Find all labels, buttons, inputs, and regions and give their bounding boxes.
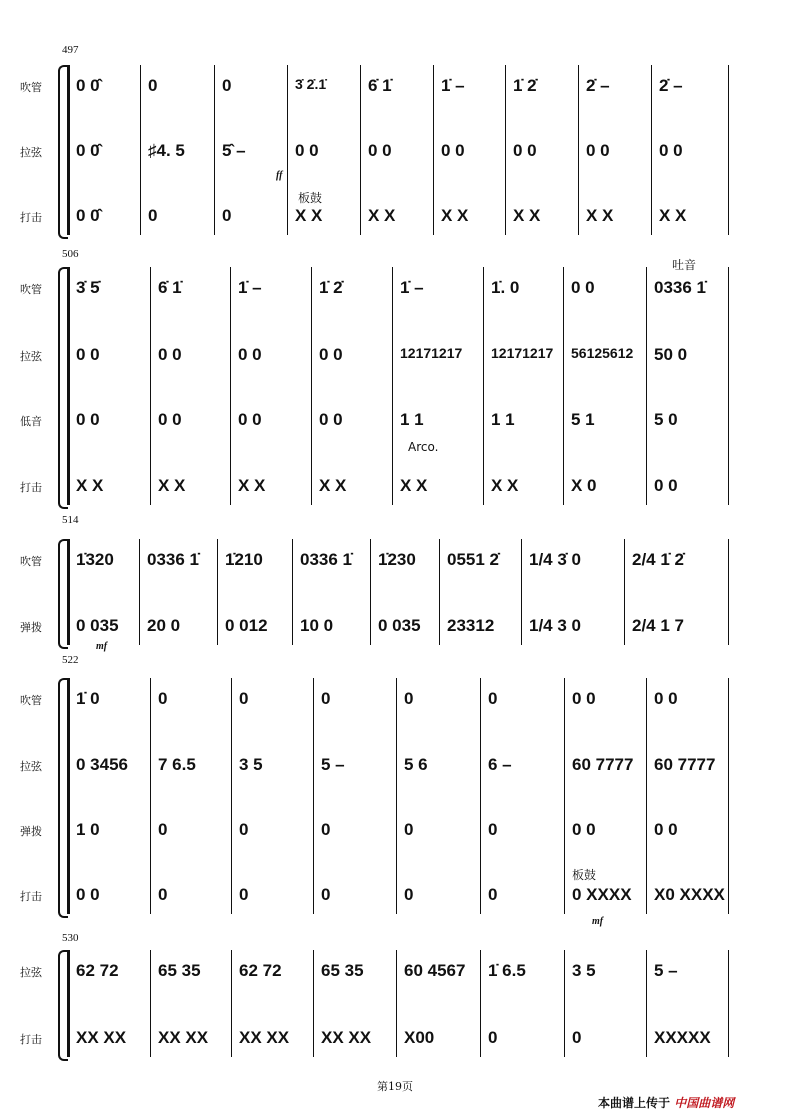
measure-notes: 5̂ – (222, 141, 246, 160)
measure-notes: 0 0 (158, 345, 182, 364)
measure-notes: 0 (488, 820, 498, 839)
barline (292, 539, 293, 645)
measure-number: 514 (62, 514, 79, 526)
barline (480, 678, 481, 914)
score-annotation: 板鼓 (298, 191, 323, 205)
measure-notes: 0 035 (76, 616, 119, 635)
measure-notes: 56125612 (571, 345, 634, 361)
measure-notes: 0 0 (76, 410, 100, 429)
instrument-label: 低音 (20, 415, 42, 428)
measure-notes: X X (295, 206, 323, 225)
dynamic-marking: mf (592, 916, 604, 927)
barline (439, 539, 440, 645)
measure-notes: 0 0 (295, 141, 319, 160)
barline (563, 267, 564, 505)
measure-notes: 0 (158, 885, 168, 904)
measure-notes: 0551 2̇ (447, 550, 499, 569)
instrument-label: 吹管 (20, 81, 42, 94)
upload-credit (598, 1094, 734, 1111)
barline (396, 950, 397, 1057)
measure-notes: 0 0 (571, 278, 595, 297)
instrument-label: 弹拨 (20, 825, 42, 838)
measure-notes: 0 0 (238, 345, 262, 364)
measure-notes: 0 012 (225, 616, 268, 635)
barline (150, 950, 151, 1057)
measure-notes: X X (441, 206, 469, 225)
system-start-barline (67, 65, 70, 235)
measure-notes: ♯4. 5 (148, 141, 185, 160)
measure-notes: 0 0 (513, 141, 537, 160)
system-start-barline (67, 539, 70, 645)
instrument-label: 吹管 (20, 555, 42, 568)
measure-notes: XX XX (158, 1028, 209, 1047)
measure-notes: 3̇ 2̇.1̇ (295, 76, 327, 92)
measure-notes: 5 0 (654, 410, 678, 429)
barline (564, 678, 565, 914)
measure-notes: X X (491, 476, 519, 495)
measure-notes: 65 35 (321, 961, 364, 980)
score-annotation: 吐音 (672, 258, 697, 272)
measure-notes: 0 0 (238, 410, 262, 429)
measure-notes: 0 (158, 689, 168, 708)
measure-notes: 0 0 (76, 885, 100, 904)
barline (214, 65, 215, 235)
measure-notes: 2̇ – (659, 76, 683, 95)
instrument-label: 打击 (20, 890, 42, 903)
measure-notes: 0 0̂ (76, 76, 100, 95)
measure-notes: 65 35 (158, 961, 201, 980)
instrument-label: 拉弦 (20, 760, 42, 773)
measure-notes: XX XX (76, 1028, 127, 1047)
barline (646, 267, 647, 505)
measure-notes: 1̇ 0 (76, 689, 100, 708)
barline (483, 267, 484, 505)
measure-notes: 2/4 1̇ 2̇ (632, 550, 684, 569)
measure-notes: X X (238, 476, 266, 495)
measure-notes: 0 (404, 885, 414, 904)
measure-notes: 0 035 (378, 616, 421, 635)
measure-notes: 23312 (447, 616, 495, 635)
system-start-barline (67, 267, 70, 505)
measure-number: 522 (62, 654, 79, 666)
instrument-label: 吹管 (20, 694, 42, 707)
measure-notes: 0 (222, 206, 232, 225)
measure-notes: 60 7777 (654, 755, 716, 774)
measure-notes: 0 (239, 885, 249, 904)
measure-notes: 1/4 3 0 (529, 616, 581, 635)
measure-notes: 0 0 (319, 410, 343, 429)
credit-text: 本曲谱上传于 (598, 1096, 671, 1110)
measure-notes: 1 1 (491, 410, 515, 429)
barline (646, 678, 647, 914)
measure-notes: 60 7777 (572, 755, 634, 774)
measure-notes: 0 (239, 820, 249, 839)
measure-notes: 5 – (654, 961, 678, 980)
measure-notes: 0 0 (441, 141, 465, 160)
measure-notes: 6 – (488, 755, 512, 774)
measure-notes: 2̇ – (586, 76, 610, 95)
barline (313, 678, 314, 914)
measure-notes: 0 (148, 76, 158, 95)
measure-notes: X X (659, 206, 687, 225)
barline (728, 65, 729, 235)
barline (140, 65, 141, 235)
barline (360, 65, 361, 235)
measure-notes: 7 6.5 (158, 755, 196, 774)
measure-notes: 20 0 (147, 616, 181, 635)
measure-notes: 0 0 (572, 689, 596, 708)
measure-number: 506 (62, 248, 79, 260)
measure-notes: XX XX (321, 1028, 372, 1047)
measure-notes: 0 0 (319, 345, 343, 364)
barline (521, 539, 522, 645)
barline (230, 267, 231, 505)
instrument-label: 吹管 (20, 283, 42, 296)
barline (231, 678, 232, 914)
measure-notes: 0 (321, 689, 331, 708)
barline (564, 950, 565, 1057)
barline (505, 65, 506, 235)
measure-notes: 1 1 (400, 410, 424, 429)
measure-notes: 0 0 (76, 345, 100, 364)
measure-notes: 50 0 (654, 345, 688, 364)
measure-notes: 0 3456 (76, 755, 128, 774)
measure-notes: 1̇ – (441, 76, 465, 95)
measure-notes: 1̇210 (225, 550, 263, 569)
barline (646, 950, 647, 1057)
measure-notes: 0 (488, 885, 498, 904)
measure-notes: 0336 1̇ (654, 278, 706, 297)
measure-notes: 0 (488, 1028, 498, 1047)
measure-notes: X X (586, 206, 614, 225)
measure-notes: 0 0 (158, 410, 182, 429)
instrument-label: 弹拨 (20, 621, 42, 634)
measure-notes: 12171217 (400, 345, 463, 361)
measure-notes: 0 (488, 689, 498, 708)
barline (624, 539, 625, 645)
dynamic-marking: ff (276, 170, 283, 181)
measure-notes: 0336 1̇ (147, 550, 199, 569)
measure-notes: 1̇230 (378, 550, 416, 569)
site-logo: 中国曲谱网 (674, 1096, 735, 1110)
system-start-barline (67, 950, 70, 1057)
page-footer: 第19页 (377, 1080, 413, 1093)
measure-notes: 0 (572, 1028, 582, 1047)
barline (231, 950, 232, 1057)
measure-notes: 0 (239, 689, 249, 708)
measure-notes: 5 6 (404, 755, 428, 774)
measure-number: 530 (62, 932, 79, 944)
measure-notes: XX XX (239, 1028, 290, 1047)
measure-notes: 2/4 1 7 (632, 616, 684, 635)
instrument-label: 打击 (20, 481, 42, 494)
score-annotation: 板鼓 (572, 868, 597, 882)
barline (139, 539, 140, 645)
barline (392, 267, 393, 505)
measure-notes: 6̇ 1̇ (158, 278, 182, 297)
instrument-label: 拉弦 (20, 146, 42, 159)
system-start-barline (67, 678, 70, 914)
barline (150, 267, 151, 505)
measure-notes: 12171217 (491, 345, 554, 361)
barline (313, 950, 314, 1057)
measure-notes: 0 0 (654, 689, 678, 708)
measure-notes: X X (158, 476, 186, 495)
measure-notes: 0 XXXX (572, 885, 632, 904)
barline (433, 65, 434, 235)
barline (396, 678, 397, 914)
barline (217, 539, 218, 645)
measure-notes: 0 (158, 820, 168, 839)
measure-notes: 0 0̂ (76, 141, 100, 160)
measure-notes: XXXXX (654, 1028, 711, 1047)
measure-notes: 0 (404, 820, 414, 839)
measure-notes: 0 (321, 885, 331, 904)
measure-notes: 0 (404, 689, 414, 708)
measure-notes: 0 0 (586, 141, 610, 160)
measure-notes: 1 0 (76, 820, 100, 839)
measure-notes: 62 72 (76, 961, 119, 980)
barline (150, 678, 151, 914)
measure-notes: 1̇ – (400, 278, 424, 297)
measure-notes: 0 0 (368, 141, 392, 160)
instrument-label: 拉弦 (20, 350, 42, 363)
measure-notes: 1̇ 6.5 (488, 961, 526, 980)
measure-notes: 0 0 (572, 820, 596, 839)
measure-notes: 1̇320 (76, 550, 114, 569)
measure-notes: 3 5 (572, 961, 596, 980)
barline (728, 539, 729, 645)
measure-notes: 1̇ – (238, 278, 262, 297)
measure-notes: 0 (222, 76, 232, 95)
measure-notes: 0 0 (654, 820, 678, 839)
measure-notes: X X (319, 476, 347, 495)
measure-notes: X X (76, 476, 104, 495)
barline (728, 678, 729, 914)
measure-notes: 0 0̂ (76, 206, 100, 225)
measure-notes: 0 0 (659, 141, 683, 160)
barline (728, 267, 729, 505)
measure-notes: 6̇ 1̇ (368, 76, 392, 95)
measure-notes: X X (513, 206, 541, 225)
measure-notes: 1̇ 2̇ (513, 76, 537, 95)
measure-notes: 5 – (321, 755, 345, 774)
barline (287, 65, 288, 235)
measure-notes: 1̇ 2̇ (319, 278, 343, 297)
instrument-label: 打击 (20, 1033, 42, 1046)
measure-notes: 3̇ 5̇ (76, 278, 100, 297)
measure-notes: X X (400, 476, 428, 495)
measure-notes: 5 1 (571, 410, 595, 429)
measure-notes: 0 (321, 820, 331, 839)
dynamic-marking: mf (96, 641, 108, 652)
measure-notes: 62 72 (239, 961, 282, 980)
measure-notes: 3 5 (239, 755, 263, 774)
measure-notes: X0 XXXX (654, 885, 725, 904)
measure-number: 497 (62, 44, 79, 56)
score-annotation: Arco. (408, 440, 439, 454)
barline (578, 65, 579, 235)
measure-notes: 10 0 (300, 616, 334, 635)
measure-notes: 60 4567 (404, 961, 466, 980)
measure-notes: 1/4 3̇ 0 (529, 550, 581, 569)
barline (480, 950, 481, 1057)
measure-notes: X X (368, 206, 396, 225)
barline (370, 539, 371, 645)
instrument-label: 拉弦 (20, 966, 42, 979)
barline (311, 267, 312, 505)
measure-notes: 0336 1̇ (300, 550, 352, 569)
measure-notes: X 0 (571, 476, 597, 495)
measure-notes: 0 (148, 206, 158, 225)
measure-notes: 1̇. 0 (491, 278, 520, 297)
instrument-label: 打击 (20, 211, 42, 224)
measure-notes: X00 (404, 1028, 435, 1047)
barline (651, 65, 652, 235)
barline (728, 950, 729, 1057)
measure-notes: 0 0 (654, 476, 678, 495)
